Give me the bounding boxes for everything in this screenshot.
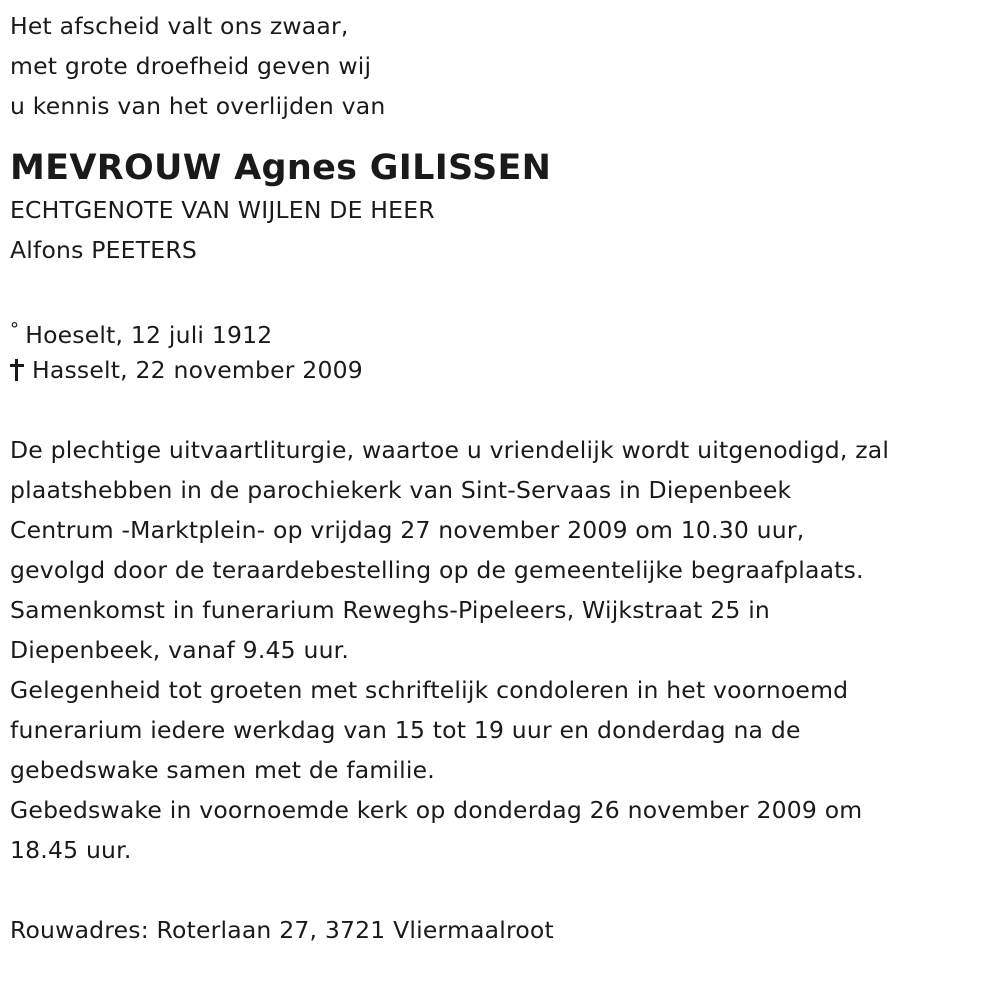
mourning-address: Rouwadres: Roterlaan 27, 3721 Vliermaalroot (10, 916, 554, 944)
detail-line: Centrum -Marktplein- op vrijdag 27 november 2009 om 10.30 uur, (10, 516, 805, 544)
obituary-notice (10, 6, 995, 950)
spacer (10, 870, 995, 910)
dates-block (10, 310, 995, 390)
intro-line: u kennis van het overlijden van (10, 92, 386, 120)
spouse-name: Alfons PEETERS (10, 236, 197, 264)
relation-line: ECHTGENOTE VAN WIJLEN DE HEER (10, 196, 435, 224)
birth-info: Hoeselt, 12 juli 1912 (25, 321, 273, 349)
detail-line: Gelegenheid tot groeten met schriftelijk condoleren in het voornoemd (10, 676, 849, 704)
spacer (10, 270, 995, 310)
intro-line: Het afscheid valt ons zwaar, (10, 12, 349, 40)
detail-line: funerarium iedere werkdag van 15 tot 19 uur en donderdag na de (10, 716, 801, 744)
detail-line: De plechtige uitvaartliturgie, waartoe u vriendelijk wordt uitgenodigd, zal (10, 436, 890, 464)
funeral-details (10, 430, 995, 870)
detail-line: Gebedswake in voornoemde kerk op donderdag 26 november 2009 om (10, 796, 863, 824)
detail-line: gebedswake samen met de familie. (10, 756, 435, 784)
detail-line: Diepenbeek, vanaf 9.45 uur. (10, 636, 350, 664)
born-icon: ° (10, 319, 20, 340)
detail-line: gevolgd door de teraardebestelling op de gemeentelijke begraafplaats. (10, 556, 864, 584)
deceased-name: MEVROUW Agnes GILISSEN (10, 148, 552, 188)
cross-icon (10, 359, 24, 381)
birth-line (10, 310, 995, 350)
detail-line: 18.45 uur. (10, 836, 132, 864)
death-info: Hasselt, 22 november 2009 (32, 356, 363, 384)
spacer (10, 390, 995, 430)
death-line (10, 350, 995, 390)
intro-text (10, 6, 995, 126)
relation-block (10, 190, 995, 270)
detail-line: plaatshebben in de parochiekerk van Sint-Servaas in Diepenbeek (10, 476, 792, 504)
intro-line: met grote droefheid geven wij (10, 52, 372, 80)
detail-line: Samenkomst in funerarium Reweghs-Pipeleers, Wijkstraat 25 in (10, 596, 771, 624)
